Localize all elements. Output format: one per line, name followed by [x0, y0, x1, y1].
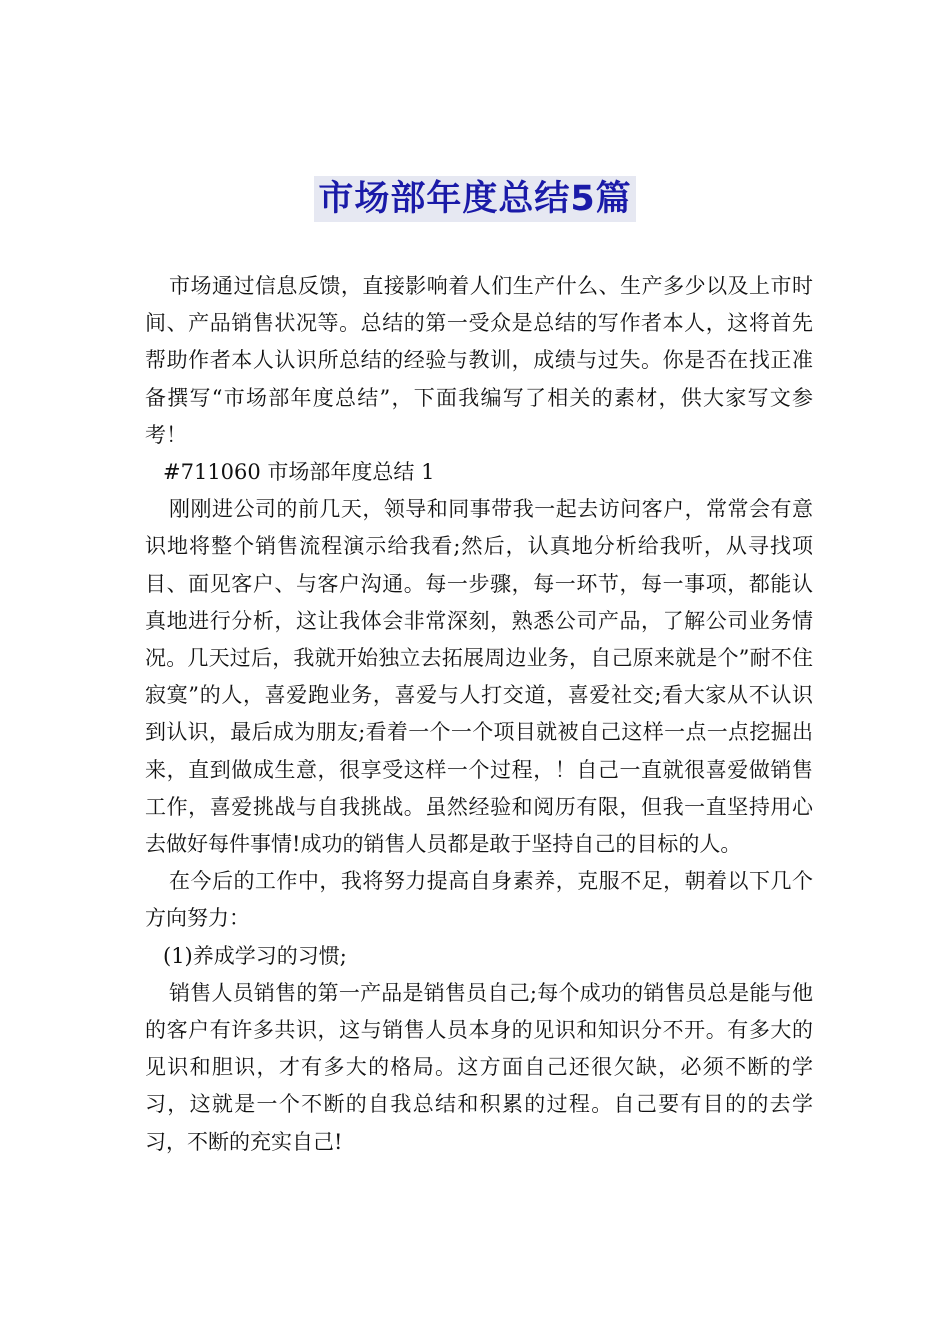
section-heading: #711060 市场部年度总结 1 [163, 460, 435, 485]
document-title: 市场部年度总结5篇 [314, 176, 635, 222]
intro-paragraph: 市场通过信息反馈，直接影响着人们生产什么、生产多少以及上市时间、产品销售状况等。总结的第一受众是总结的写作者本人，这将首先帮助作者本人认识所总结的经验与教训，成绩与过失。你是否在找正准备撰写“市场部年度总结”，下面我编写了相关的素材，供大家写文参考！ [145, 274, 813, 447]
body-paragraph: 在今后的工作中，我将努力提高自身素养，克服不足，朝着以下几个方向努力： [145, 869, 813, 931]
list-item: (1)养成学习的习惯; [163, 943, 347, 968]
body-paragraph: 销售人员销售的第一产品是销售员自己;每个成功的销售员总是能与他的客户有许多共识，这与销售人员本身的见识和知识分不开。有多大的见识和胆识，才有多大的格局。这方面自己还很欠缺，必须不断的学习，这就是一个不断的自我总结和积累的过程。自己要有目的的去学习，不断的充实自己! [145, 980, 813, 1154]
document-body [145, 268, 813, 1161]
title-container [0, 176, 950, 222]
body-paragraph: 刚刚进公司的前几天，领导和同事带我一起去访问客户，常常会有意识地将整个销售流程演示给我看;然后，认真地分析给我听，从寻找项目、面见客户、与客户沟通。每一步骤，每一环节，每一事项，都能认真地进行分析，这让我体会非常深刻，熟悉公司产品，了解公司业务情况。几天过后，我就开始独立去拓展周边业务，自己原来就是个”耐不住寂寞”的人，喜爱跑业务，喜爱与人打交道，喜爱社交;看大家从不认识到认识，最后成为朋友;看着一个一个项目就被自己这样一点一点挖掘出来，直到做成生意，很享受这样一个过程，！自己一直就很喜爱做销售工作，喜爱挑战与自我挑战。虽然经验和阅历有限，但我一直坚持用心去做好每件事情!成功的销售人员都是敢于坚持自己的目标的人。 [145, 497, 813, 857]
